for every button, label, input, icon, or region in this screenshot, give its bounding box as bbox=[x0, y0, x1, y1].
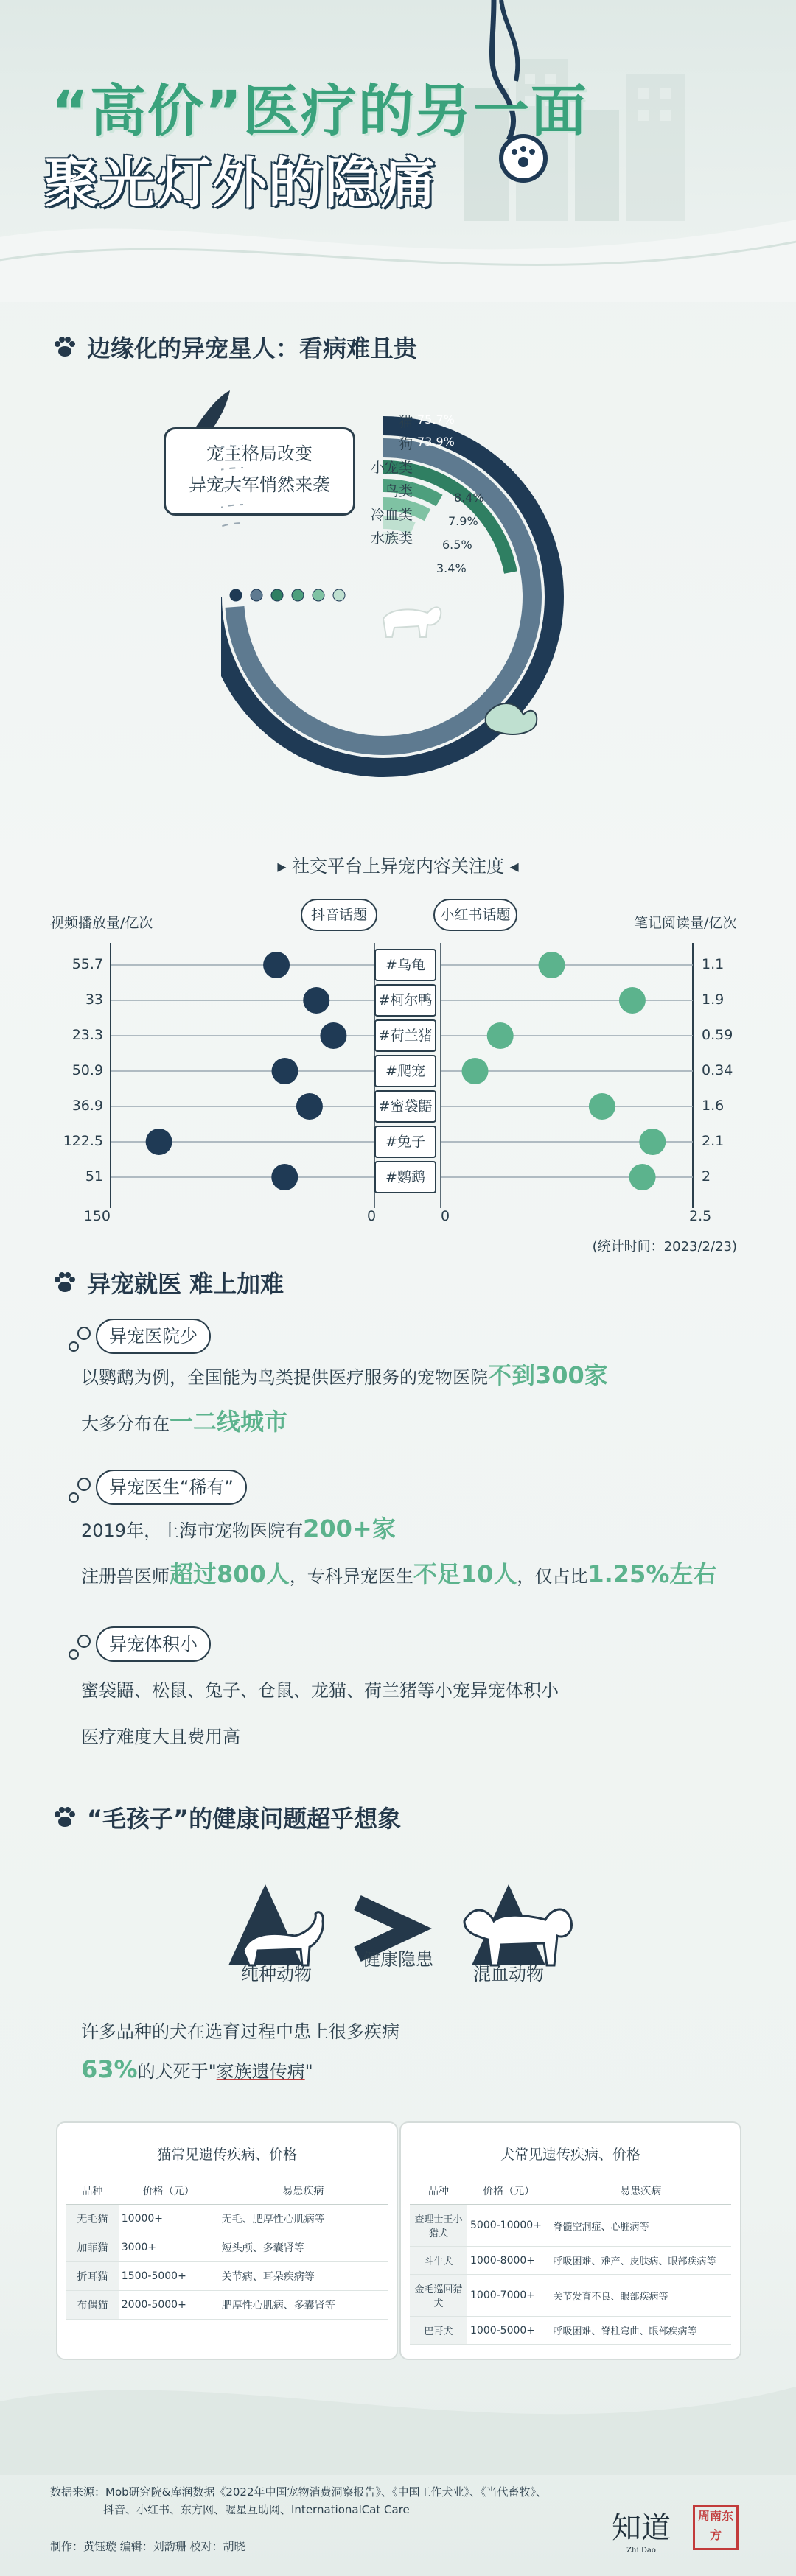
radial-pct-0: 75.7% bbox=[417, 413, 455, 427]
para-text: 注册兽医师 bbox=[81, 1566, 170, 1587]
douyin-value-label: 122.5 bbox=[63, 1133, 103, 1149]
para-bird-hospitals bbox=[81, 1357, 608, 1391]
radial-pct-3: 8.4% bbox=[454, 491, 484, 505]
topic-tag-label: #乌龟 bbox=[374, 949, 436, 981]
douyin-value-label: 50.9 bbox=[71, 1062, 103, 1078]
highlight-under-300: 不到300家 bbox=[488, 1361, 608, 1389]
mixed-breed-dog-icon bbox=[464, 1884, 571, 1965]
section3-title bbox=[52, 1800, 401, 1834]
xhs-point bbox=[619, 987, 646, 1014]
bubble-line2: 异宠大军悄然来袭 bbox=[189, 474, 330, 495]
table-cell: 10000+ bbox=[119, 2205, 219, 2233]
topic-tag-label: #爬宠 bbox=[374, 1055, 436, 1087]
footer-wave-decoration bbox=[0, 2357, 796, 2475]
header-banner bbox=[0, 0, 796, 302]
table-row bbox=[66, 2233, 388, 2262]
douyin-value-label: 36.9 bbox=[71, 1098, 103, 1114]
xhs-point bbox=[538, 952, 565, 978]
para-63-percent bbox=[81, 2055, 313, 2083]
pet-share-radial-chart bbox=[221, 398, 604, 796]
table-cell: 斗牛犬 bbox=[410, 2247, 467, 2275]
radial-pct-1: 73.9% bbox=[417, 435, 455, 449]
section2-title-text: 异宠就医 难上加难 bbox=[87, 1270, 284, 1298]
dog-disease-table bbox=[399, 2121, 741, 2360]
table-cell: 2000-5000+ bbox=[119, 2291, 219, 2320]
main-title-line1: “高价”医疗的另一面 bbox=[52, 78, 588, 144]
source-line2: 抖音、小红书、东方网、喔星互助网、InternationalCat Care bbox=[103, 2503, 410, 2516]
para-breeding-diseases: 许多品种的犬在选育过程中患上很多疾病 bbox=[81, 2021, 399, 2042]
col-header: 易患疾病 bbox=[219, 2177, 388, 2205]
radial-dot-0 bbox=[230, 589, 242, 601]
pill-few-hospitals: 异宠医院少 bbox=[96, 1319, 211, 1354]
cat-table-title: 猫常见遗传疾病、价格 bbox=[156, 2147, 297, 2163]
douyin-point bbox=[263, 952, 290, 978]
table-cell: 关节发育不良、眼部疾病等 bbox=[551, 2275, 732, 2317]
xhs-value-label: 1.1 bbox=[702, 956, 725, 972]
thought-dots-icon bbox=[65, 1462, 94, 1506]
topic-tag-label: #荷兰猪 bbox=[374, 1019, 436, 1052]
xhs-point bbox=[639, 1129, 666, 1155]
dog-silhouette-icon bbox=[383, 607, 441, 637]
paw-icon bbox=[52, 1269, 78, 1296]
topic-tag-label: #柯尔鸭 bbox=[374, 984, 436, 1017]
xhs-value-label: 0.59 bbox=[702, 1027, 733, 1043]
douyin-value-label: 23.3 bbox=[71, 1027, 103, 1043]
label-mixed-breed: 混血动物 bbox=[473, 1964, 544, 1984]
table-cell: 无毛、肥厚性心肌病等 bbox=[219, 2205, 388, 2233]
xhs-topic-tag: 小红书话题 bbox=[433, 899, 517, 931]
para-high-cost: 医疗难度大且费用高 bbox=[81, 1727, 240, 1747]
radial-dot-4 bbox=[313, 589, 324, 601]
radial-dot-3 bbox=[292, 589, 304, 601]
left-axis-title: 视频播放量/亿次 bbox=[50, 915, 153, 931]
topic-tag-label: #鹦鹉 bbox=[374, 1161, 436, 1193]
table-row bbox=[410, 2275, 731, 2317]
table-cell: 呼吸困难、脊柱弯曲、眼部疾病等 bbox=[551, 2317, 732, 2345]
table-cell: 折耳猫 bbox=[66, 2262, 119, 2291]
paw-icon bbox=[52, 334, 78, 360]
table-cell: 3000+ bbox=[119, 2233, 219, 2262]
highlight-tier-cities: 一二线城市 bbox=[170, 1408, 288, 1436]
table-cell: 1000-8000+ bbox=[467, 2247, 551, 2275]
col-header: 价格（元） bbox=[119, 2177, 219, 2205]
table-cell: 查理士王小猎犬 bbox=[410, 2205, 467, 2247]
douyin-value-label: 55.7 bbox=[71, 956, 103, 972]
left-axis-zero-label: 0 bbox=[367, 1208, 377, 1224]
radial-pct-4: 7.9% bbox=[448, 514, 478, 528]
highlight-200-hospitals: 200+家 bbox=[303, 1515, 396, 1543]
dog-table-title: 犬常见遗传疾病、价格 bbox=[500, 2147, 640, 2163]
table-cell: 1000-7000+ bbox=[467, 2275, 551, 2317]
radial-label-2: 小宠类 bbox=[370, 460, 413, 476]
paw-icon bbox=[52, 1804, 78, 1831]
stat-time-note: (统计时间：2023/2/23) bbox=[592, 1239, 737, 1254]
table-cell: 5000-10000+ bbox=[467, 2205, 551, 2247]
table-cell: 关节病、耳朵疾病等 bbox=[219, 2262, 388, 2291]
xhs-value-label: 2.1 bbox=[702, 1133, 725, 1149]
table-row bbox=[410, 2247, 731, 2275]
para-text: ，仅占比 bbox=[517, 1566, 588, 1587]
table-cell: 呼吸困难、难产、皮肤病、眼部疾病等 bbox=[551, 2247, 732, 2275]
table-cell: 1500-5000+ bbox=[119, 2262, 219, 2291]
table-cell: 加菲猫 bbox=[66, 2233, 119, 2262]
para-text: 的犬死于" bbox=[137, 2061, 217, 2082]
table-row bbox=[66, 2262, 388, 2291]
pill-small-size: 异宠体积小 bbox=[96, 1626, 211, 1662]
para-city-distribution bbox=[81, 1403, 287, 1437]
right-axis-zero-label: 0 bbox=[441, 1208, 450, 1224]
section1-title bbox=[52, 330, 417, 364]
xhs-value-label: 2 bbox=[702, 1168, 711, 1185]
cat-icon bbox=[486, 703, 537, 734]
pill-rare-doctors: 异宠医生“稀有” bbox=[96, 1470, 247, 1505]
table-row bbox=[410, 2317, 731, 2345]
douyin-point bbox=[271, 1164, 298, 1190]
topic-tag-label: #兔子 bbox=[374, 1126, 436, 1158]
section1-title-text: 边缘化的异宠星人：看病难且贵 bbox=[87, 334, 418, 362]
douyin-point bbox=[272, 1058, 298, 1084]
social-chart-title: ▸ 社交平台上异宠内容关注度 ◂ bbox=[277, 856, 519, 877]
table-cell: 短头颅、多囊肾等 bbox=[219, 2233, 388, 2262]
dog-table-grid bbox=[410, 2177, 731, 2345]
douyin-point bbox=[320, 1022, 346, 1049]
cat-disease-table bbox=[56, 2121, 398, 2360]
right-axis-max-label: 2.5 bbox=[689, 1208, 712, 1224]
radial-label-1: 狗 bbox=[398, 436, 413, 452]
highlight-under-10: 不足10人 bbox=[413, 1560, 517, 1588]
social-chart-title-text: 社交平台上异宠内容关注度 bbox=[292, 856, 504, 877]
douyin-topic-tag: 抖音话题 bbox=[301, 899, 377, 931]
douyin-point bbox=[303, 987, 329, 1014]
zhidao-logo-sub: Zhi Dao bbox=[626, 2547, 656, 2555]
label-pure-breed: 纯种动物 bbox=[241, 1964, 312, 1984]
table-cell: 布偶猫 bbox=[66, 2291, 119, 2320]
radial-label-5: 水族类 bbox=[370, 530, 413, 547]
thought-dots-icon bbox=[65, 1619, 94, 1663]
radial-dot-2 bbox=[271, 589, 283, 601]
xhs-point bbox=[462, 1058, 489, 1084]
radial-pct-6: 3.4% bbox=[436, 561, 467, 575]
radial-dot-1 bbox=[251, 589, 262, 601]
header-wave-decoration bbox=[0, 184, 796, 302]
col-header: 品种 bbox=[410, 2177, 467, 2205]
section3-title-text: “毛孩子”的健康问题超乎想象 bbox=[87, 1805, 402, 1833]
para-text: 2019年，上海市宠物医院有 bbox=[81, 1520, 304, 1541]
zhidao-logo bbox=[612, 2505, 671, 2555]
douyin-point bbox=[296, 1093, 323, 1120]
radial-dot-5 bbox=[333, 589, 345, 601]
left-axis-min-label: 150 bbox=[83, 1208, 111, 1224]
table-row bbox=[66, 2205, 388, 2233]
radial-label-4: 冷血类 bbox=[370, 507, 413, 523]
highlight-63-percent: 63% bbox=[81, 2055, 138, 2083]
bubble-line1: 宠主格局改变 bbox=[206, 443, 313, 464]
xhs-value-label: 1.6 bbox=[702, 1098, 725, 1114]
section2-title bbox=[52, 1266, 284, 1299]
zhidao-logo-text: 知道 bbox=[612, 2511, 671, 2545]
col-header: 品种 bbox=[66, 2177, 119, 2205]
para-text: 以鹦鹉为例，全国能为鸟类提供医疗服务的宠物医院 bbox=[81, 1367, 488, 1388]
cat-table-grid bbox=[66, 2177, 388, 2320]
zhoukan-logo: 周南东方 bbox=[693, 2505, 739, 2550]
douyin-value-label: 33 bbox=[85, 992, 103, 1008]
label-health-risk: 健康隐患 bbox=[363, 1949, 433, 1970]
para-text: " bbox=[304, 2061, 313, 2082]
table-cell: 肥厚性心肌病、多囊肾等 bbox=[219, 2291, 388, 2320]
col-header: 价格（元） bbox=[467, 2177, 551, 2205]
radial-pct-5: 6.5% bbox=[442, 538, 472, 552]
radial-label-3: 鸟类 bbox=[384, 483, 413, 499]
pure-breed-dog-icon bbox=[228, 1884, 323, 1965]
table-cell: 金毛巡回猎犬 bbox=[410, 2275, 467, 2317]
para-text: ，专科异宠医生 bbox=[289, 1566, 413, 1587]
source-line1: 数据来源：Mob研究院&库润数据《2022年中国宠物消费洞察报告》、《中国工作犬业》、《当代畜牧》、 bbox=[50, 2485, 548, 2499]
xhs-point bbox=[629, 1164, 656, 1190]
topic-tag-label: #蜜袋鼯 bbox=[374, 1090, 436, 1123]
credits-line: 制作：黄钰璇 编辑：刘韵珊 校对：胡晓 bbox=[50, 2540, 245, 2553]
table-cell: 无毛猫 bbox=[66, 2205, 119, 2233]
col-header: 易患疾病 bbox=[551, 2177, 732, 2205]
radial-label-0: 猫 bbox=[398, 414, 413, 430]
douyin-point bbox=[146, 1129, 172, 1155]
para-text: 大多分布在 bbox=[81, 1414, 170, 1434]
table-cell: 脊髓空洞症、心脏病等 bbox=[551, 2205, 732, 2247]
para-shanghai-hospitals bbox=[81, 1510, 396, 1544]
highlight-800-vets: 超过800人 bbox=[170, 1560, 290, 1588]
thought-dots-icon bbox=[65, 1311, 94, 1355]
highlight-1-25-percent: 1.25%左右 bbox=[587, 1560, 717, 1588]
xhs-value-label: 1.9 bbox=[702, 992, 725, 1008]
para-small-pets: 蜜袋鼯、松鼠、兔子、仓鼠、龙猫、荷兰猪等小宠异宠体积小 bbox=[81, 1680, 559, 1701]
xhs-value-label: 0.34 bbox=[702, 1062, 733, 1078]
para-vets bbox=[81, 1556, 716, 1590]
table-row bbox=[410, 2205, 731, 2247]
douyin-value-label: 51 bbox=[85, 1168, 103, 1185]
xhs-point bbox=[589, 1093, 615, 1120]
right-axis-title: 笔记阅读量/亿次 bbox=[634, 915, 737, 931]
xhs-point bbox=[487, 1022, 514, 1049]
hereditary-disease-text: 家族遗传病 bbox=[216, 2061, 305, 2082]
main-title-line2: 聚光灯外的隐痛 bbox=[44, 152, 436, 215]
table-row bbox=[66, 2291, 388, 2320]
table-cell: 巴哥犬 bbox=[410, 2317, 467, 2345]
table-cell: 1000-5000+ bbox=[467, 2317, 551, 2345]
